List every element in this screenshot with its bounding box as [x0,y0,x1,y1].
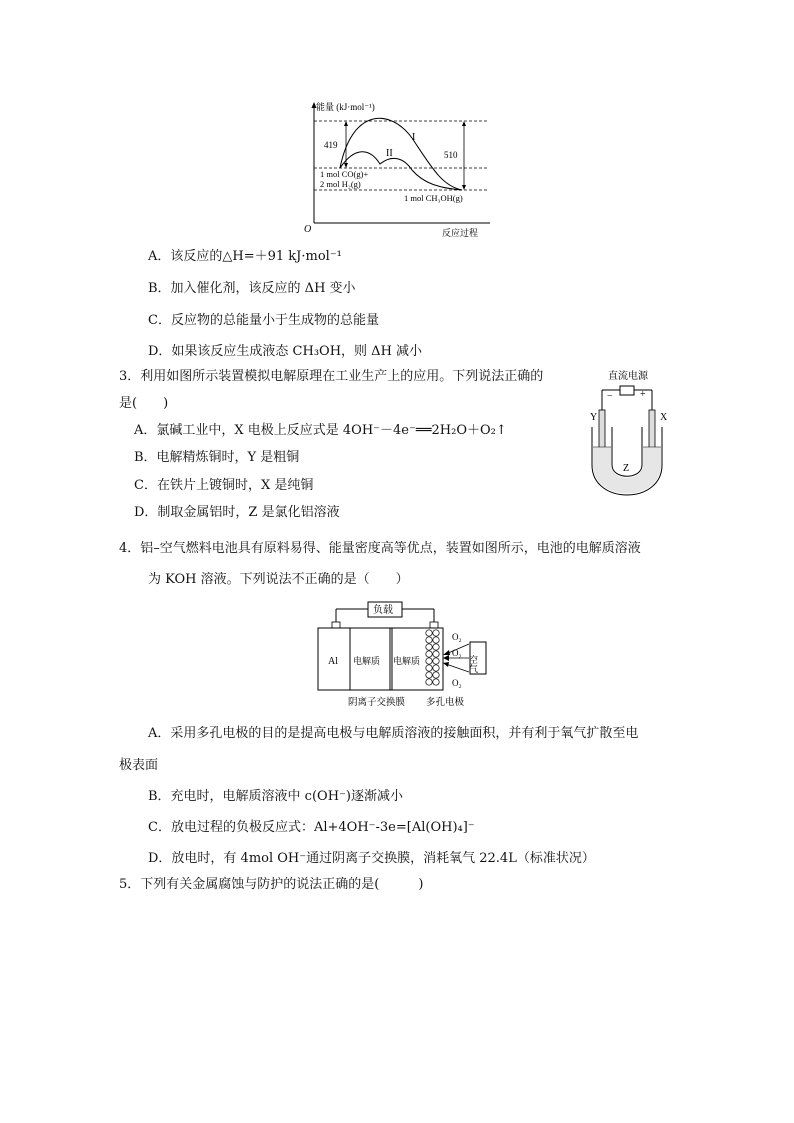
reactant-label-1: 1 mol CO(g)+ [320,169,369,179]
y-axis-label: 能量 (kJ·mol⁻¹) [316,102,375,112]
electrolyte-label-1: 电解质 [353,656,381,666]
air-label-1: 空气 [468,655,478,673]
energy-diagram [300,98,500,240]
membrane-label: 阴离子交换膜 [348,698,406,708]
q4-option-c: C．放电过程的负极反应式：Al+4OH⁻-3e=[Al(OH)₄]⁻ [148,820,475,835]
q4-option-a-line2: 极表面 [119,758,159,773]
q2-option-d: D．如果该反应生成液态 CH₃OH，则 ΔH 减小 [148,344,423,359]
power-source-label: 直流电源 [608,371,648,382]
load-label: 负载 [373,605,393,616]
q3-option-c: C．在铁片上镀铜时，X 是纯铜 [134,478,314,493]
product-label: 1 mol CH₃OH(g) [404,193,463,203]
al-air-battery-figure [312,598,502,713]
ea2-label: 510 [444,150,458,160]
q2-option-c: C．反应物的总能量小于生成物的总能量 [148,313,379,328]
plus-sign: + [640,389,646,400]
electrolysis-u-tube-figure [580,365,680,500]
ea-label: 419 [324,140,338,150]
q4-option-b: B．充电时，电解质溶液中 c(OH⁻)逐渐减小 [148,789,403,804]
solution-z-label: Z [623,463,630,474]
q4-option-a-line1: A．采用多孔电极的目的是提高电极与电解质溶液的接触面积，并有利于氧气扩散至电 [148,726,639,741]
q3-option-d: D．制取金属铝时，Z 是氯化铝溶液 [134,505,340,520]
q2-option-b: B．加入催化剂，该反应的 ΔH 变小 [148,281,356,296]
x-axis-label: 反应过程 [442,228,479,238]
o2-label-2: O₂ [452,648,462,658]
q3-stem-line2: 是( ) [119,396,169,411]
q3-stem-line1: 3．利用如图所示装置模拟电解原理在工业生产上的应用。下列说法正确的 [119,369,544,384]
q2-option-a: A．该反应的△H=＋91 kJ·mol⁻¹ [148,249,342,264]
q3-option-a: A．氯碱工业中，X 电极上反应式是 4OH⁻－4e⁻══2H₂O＋O₂↑ [134,423,507,438]
electrode-x-label: X [660,412,668,423]
o2-label-1: O₂ [452,632,462,642]
porous-electrode-label: 多孔电极 [426,698,465,708]
q3-option-b: B．电解精炼铜时，Y 是粗铜 [134,450,300,465]
curve-I-label: I [412,132,416,143]
electrode-y-label: Y [590,412,598,423]
electrolyte-label-2: 电解质 [393,656,421,666]
q4-option-d: D．放电时，有 4mol OH⁻通过阴离子交换膜，消耗氧气 22.4L（标准状况） [148,851,595,866]
origin-label: O [304,224,312,235]
q4-stem-line2: 为 KOH 溶液。下列说法不正确的是（ ） [148,572,409,587]
curve-II-label: II [386,148,393,159]
minus-sign: − [607,391,613,402]
q4-stem-line1: 4．铝–空气燃料电池具有原料易得、能量密度高等优点，装置如图所示，电池的电解质溶液 [119,541,641,556]
o2-label-3: O₂ [452,678,462,688]
al-label: Al [328,656,338,667]
q5-stem: 5．下列有关金属腐蚀与防护的说法正确的是( ) [119,877,424,892]
reactant-label-2: 2 mol H₂(g) [320,179,361,189]
